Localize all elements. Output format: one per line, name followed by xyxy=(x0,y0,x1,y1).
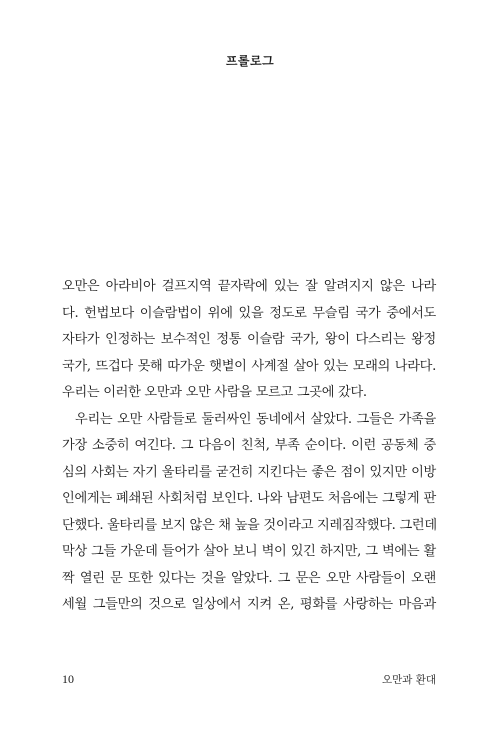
text-line: 국가, 뜨겁다 못해 따가운 햇볕이 사계절 살아 있는 모래의 나라다. xyxy=(62,358,436,374)
page-number: 10 xyxy=(62,672,74,686)
text-line: 가장 소중히 여긴다. 그 다음이 친척, 부족 순이다. 이런 공동체 중 xyxy=(62,438,436,453)
text-line: 우리는 이러한 오만과 오만 사람을 모르고 그곳에 갔다. xyxy=(62,385,367,400)
book-title: 오만과 환대 xyxy=(381,674,436,686)
text-line: 심의 사회는 자기 울타리를 굳건히 지킨다는 좋은 점이 있지만 이방 xyxy=(62,464,436,480)
chapter-title: 프롤로그 xyxy=(225,54,275,68)
text-line: 단했다. 울타리를 보지 않은 채 높을 것이라고 지레짐작했다. 그런데 xyxy=(62,517,437,533)
text-line: 자타가 인정하는 보수적인 정통 이슬람 국가, 왕이 다스리는 왕정 xyxy=(62,332,436,347)
text-line: 우리는 오만 사람들로 둘러싸인 동네에서 살았다. 그들은 가족을 xyxy=(75,411,436,427)
text-line: 오만은 아라비아 걸프지역 끝자락에 있는 잘 알려지지 않은 나라 xyxy=(62,279,436,294)
text-line: 다. 헌법보다 이슬람법이 위에 있을 정도로 무슬림 국가 중에서도 xyxy=(62,305,436,321)
text-line: 막상 그들 가운데 들어가 살아 보니 벽이 있긴 하지만, 그 벽에는 활 xyxy=(62,544,436,559)
text-line: 세월 그들만의 것으로 일상에서 지켜 온, 평화를 사랑하는 마음과 xyxy=(62,597,436,612)
body-text xyxy=(62,274,436,619)
text-line: 짝 열린 문 또한 있다는 것을 알았다. 그 문은 오만 사람들이 오랜 xyxy=(62,570,436,586)
text-line: 인에게는 폐쇄된 사회처럼 보인다. 나와 남편도 처음에는 그렇게 판 xyxy=(62,491,436,506)
